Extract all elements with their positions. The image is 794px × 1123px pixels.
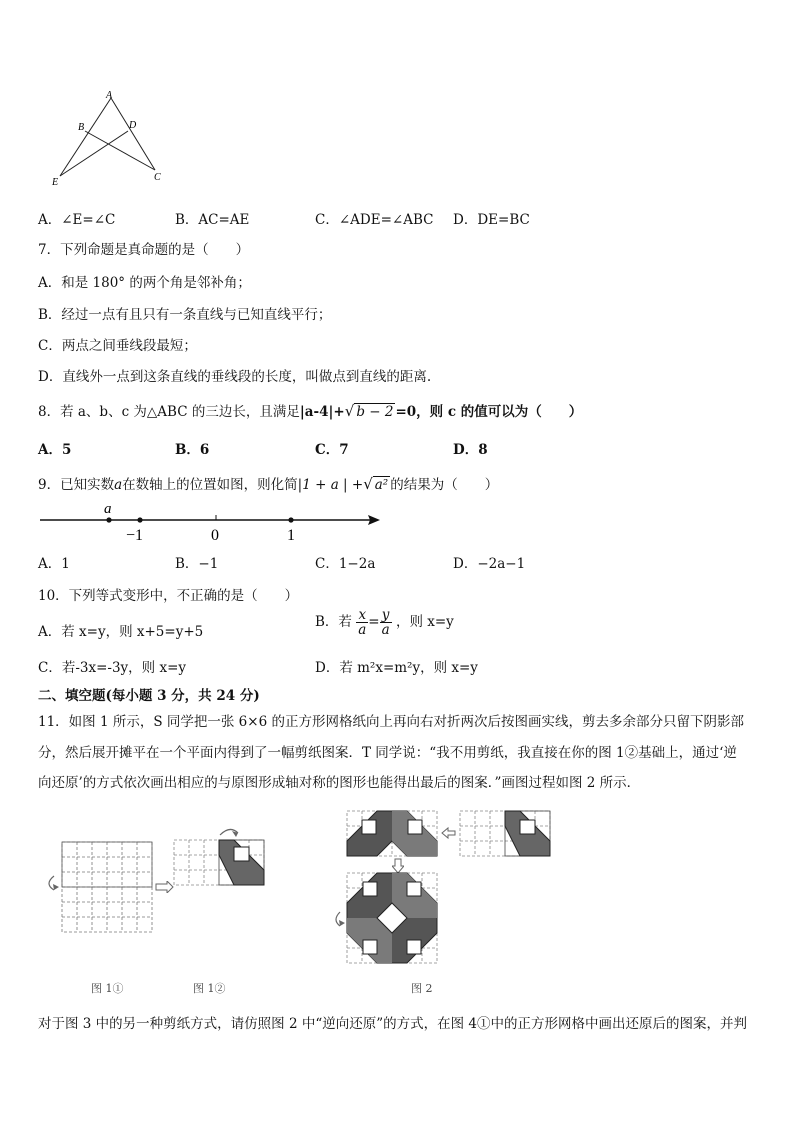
q10-option-a[interactable]: A．若 x=y，则 x+5=y+5 (38, 624, 204, 640)
axis-label-0: 0 (211, 527, 219, 544)
caption-1b: 图 1② (193, 982, 226, 995)
q6-option-a[interactable]: A．∠E=∠C (38, 212, 116, 228)
q10-b-prefix: B．若 (315, 614, 352, 631)
q11-line4: 对于图 3 中的另一种剪纸方式，请仿照图 2 中“逆向还原”的方式，在图 4①中的正方形网格中画出还原后的图案，并判 (38, 1016, 748, 1032)
q8-option-c[interactable]: C．7 (315, 442, 349, 458)
figure-2-top (345, 808, 555, 863)
q10-option-c[interactable]: C．若-3x=-3y，则 x=y (38, 660, 187, 676)
axis-label-neg1: −1 (126, 527, 144, 544)
q10-b-suffix: ，则 x=y (395, 614, 454, 631)
q6-option-c[interactable]: C．∠ADE=∠ABC (315, 212, 434, 228)
caption-2: 图 2 (411, 982, 433, 995)
q8-stem-part1: 8．若 a、b、c 为△ABC 的三边长，且满足 (38, 404, 300, 420)
label-E: E (52, 177, 59, 188)
q10-stem: 10．下列等式变形中，不正确的是（ ） (38, 588, 299, 604)
section-title: 二、填空题(每小题 3 分，共 24 分) (38, 688, 260, 704)
q9-expr: |1 + a | + (297, 477, 364, 493)
q9-sqrt-expr: a² (374, 477, 389, 493)
q7-option-a[interactable]: A．和是 180° 的两个角是邻补角； (38, 275, 251, 291)
point-a (106, 517, 111, 522)
q10-option-b[interactable] (315, 608, 454, 637)
label-A: A (106, 90, 113, 101)
q9-stem (38, 473, 498, 493)
q9-option-c[interactable]: C．1−2a (315, 556, 376, 572)
axis-label-a: a (104, 501, 112, 517)
q6-option-d[interactable]: D．DE=BC (453, 212, 530, 228)
q9-stem-part1: 9．已知实数 (38, 477, 115, 493)
label-B: B (78, 122, 85, 133)
triangle-figure (48, 88, 178, 188)
q9-option-b[interactable]: B．−1 (175, 556, 219, 572)
q9-sqrt: √ a² (363, 475, 389, 493)
figure-1-1 (40, 838, 165, 938)
q10-option-d[interactable]: D．若 m²x=m²y，则 x=y (315, 660, 478, 676)
q8-sqrt: √ b − 2 (344, 402, 394, 420)
q8-stem-part2: =0，则 c 的值可以为（ ） (395, 404, 583, 420)
q6-option-b[interactable]: B．AC=AE (175, 212, 250, 228)
q7-option-b[interactable]: B．经过一点有且只有一条直线与已知直线平行； (38, 307, 332, 323)
q8-sqrt-expr: b − 2 (356, 404, 394, 420)
axis-label-1: 1 (287, 527, 295, 544)
q7-option-d[interactable]: D．直线外一点到这条直线的垂线段的长度，叫做点到直线的距离. (38, 369, 432, 385)
q11-line2: 分，然后展开摊平在一个平面内得到了一幅剪纸图案．T 同学说：“我不用剪纸，我直接在你的图 1②基础上，通过‘逆 (38, 745, 737, 761)
q7-stem: 7．下列命题是真命题的是（ ） (38, 242, 250, 258)
q9-option-a[interactable]: A．1 (38, 556, 70, 572)
label-C: C (154, 172, 161, 183)
q8-option-d[interactable]: D．8 (453, 442, 488, 458)
q9-stem-part2: 在数轴上的位置如图，则化简 (122, 477, 298, 493)
q8-option-b[interactable]: B．6 (175, 442, 210, 458)
q11-line3: 向还原’的方式依次画出相应的与原图形成轴对称的图形也能得出最后的图案．”画图过程如图 2 所示． (38, 775, 641, 791)
q10-b-frac1: $\frac{x}{a}$ (358, 607, 367, 639)
q10-b-eq: = (368, 614, 380, 631)
caption-1a: 图 1① (91, 982, 124, 995)
q9-option-d[interactable]: D．−2a−1 (453, 556, 526, 572)
figure-2-bottom (330, 870, 450, 966)
q7-option-c[interactable]: C．两点之间垂线段最短； (38, 338, 197, 354)
number-line (38, 500, 388, 546)
q8-stem (38, 400, 582, 420)
figure-1-2 (172, 825, 272, 920)
q11-line1: 11．如图 1 所示，S 同学把一张 6×6 的正方形网格纸向上再向右对折两次后按图画实线，剪去多余部分只留下阴影部 (38, 714, 744, 730)
q8-abs-expr: |a-4|+ (299, 404, 345, 420)
point-neg1 (137, 517, 142, 522)
label-D: D (129, 120, 137, 131)
q9-stem-part3: 的结果为（ ） (390, 477, 499, 493)
q8-option-a[interactable]: A．5 (38, 442, 72, 458)
q10-b-frac2: $\frac{y}{a}$ (381, 607, 390, 639)
q9-var: a (114, 477, 123, 493)
point-1 (288, 517, 293, 522)
